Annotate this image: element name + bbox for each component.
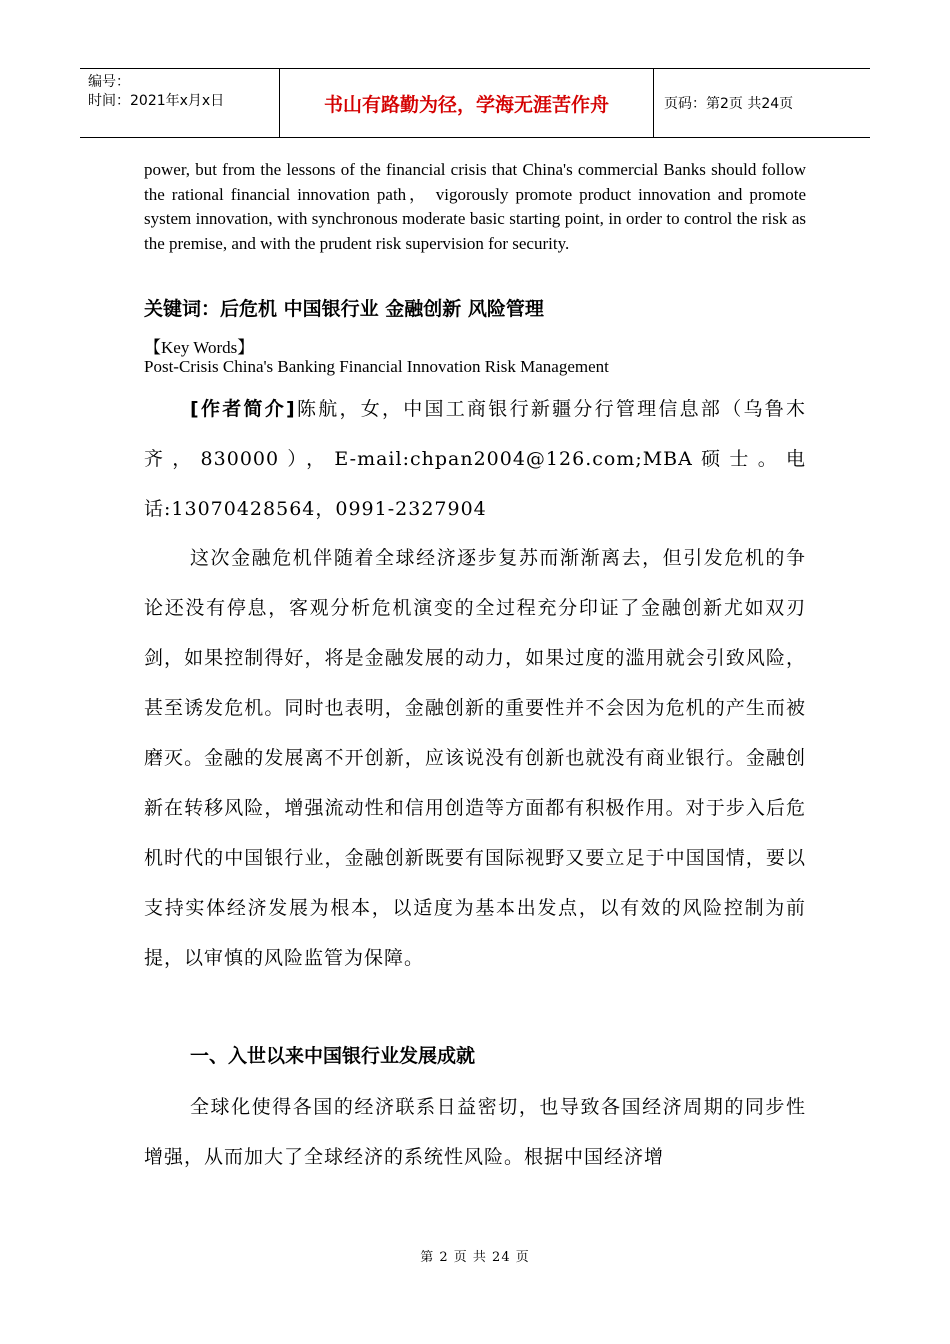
header-motto: 书山有路勤为径，学海无涯苦作舟 [280,69,654,137]
paragraph-1: 这次金融危机伴随着全球经济逐步复苏而渐渐离去，但引发危机的争论还没有停息，客观分析危机演变的全过程充分印证了金融创新尤如双刃剑，如果控制得好，将是金融发展的动力，如果过度的滥用就会引致风险，甚至诱发危机。同时也表明，金融创新的重要性并不会因为危机的产生而被磨灭。金融的发展离不开创新，应该说没有创新也就没有商业银行。金融创新在转移风险，增强流动性和信用创造等方面都有积极作用。对于步入后危机时代的中国银行业，金融创新既要有国际视野又要立足于中国国情，要以支持实体经济发展为根本，以适度为基本出发点，以有效的风险控制为前提，以审慎的风险监管为保障。 [144,547,806,969]
number-label: 编号： [88,74,130,90]
author-text: 陈航，女，中国工商银行新疆分行管理信息部（乌鲁木齐，830000），E-mail:chpan2004@126.com;MBA硕士。电话:13070428564，0991-2327904 [144,398,806,520]
page-footer: 第 2 页 共 24 页 [420,1250,530,1265]
author-label: [作者简介] [190,398,296,420]
page-header [80,68,870,138]
section-1-title: 一、入世以来中国银行业发展成就 [190,1045,476,1067]
header-page-info: 页码：第2页 共24页 [664,96,794,112]
abstract-tail: power, but from the lessons of the financial crisis that China's commercial Banks should follow the rational financial innovation path， vigorously promote product innovation and promote system innovation, with synchronous moderate basic starting point, in order to control the risk as the premise, and with the prudent risk supervision for security. [144,160,806,253]
time-label: 时间：2021年x月x日 [88,93,225,109]
keywords-zh: 关键词：后危机 中国银行业 金融创新 风险管理 [144,298,544,320]
header-meta [80,69,280,137]
paragraph-2: 全球化使得各国的经济联系日益密切，也导致各国经济周期的同步性增强，从而加大了全球经济的系统性风险。根据中国经济增 [144,1096,806,1168]
keywords-en-label: 【Key Words】 [144,338,255,357]
keywords-en: Post-Crisis China's Banking Financial Innovation Risk Management [144,357,609,376]
author-intro [144,384,806,534]
